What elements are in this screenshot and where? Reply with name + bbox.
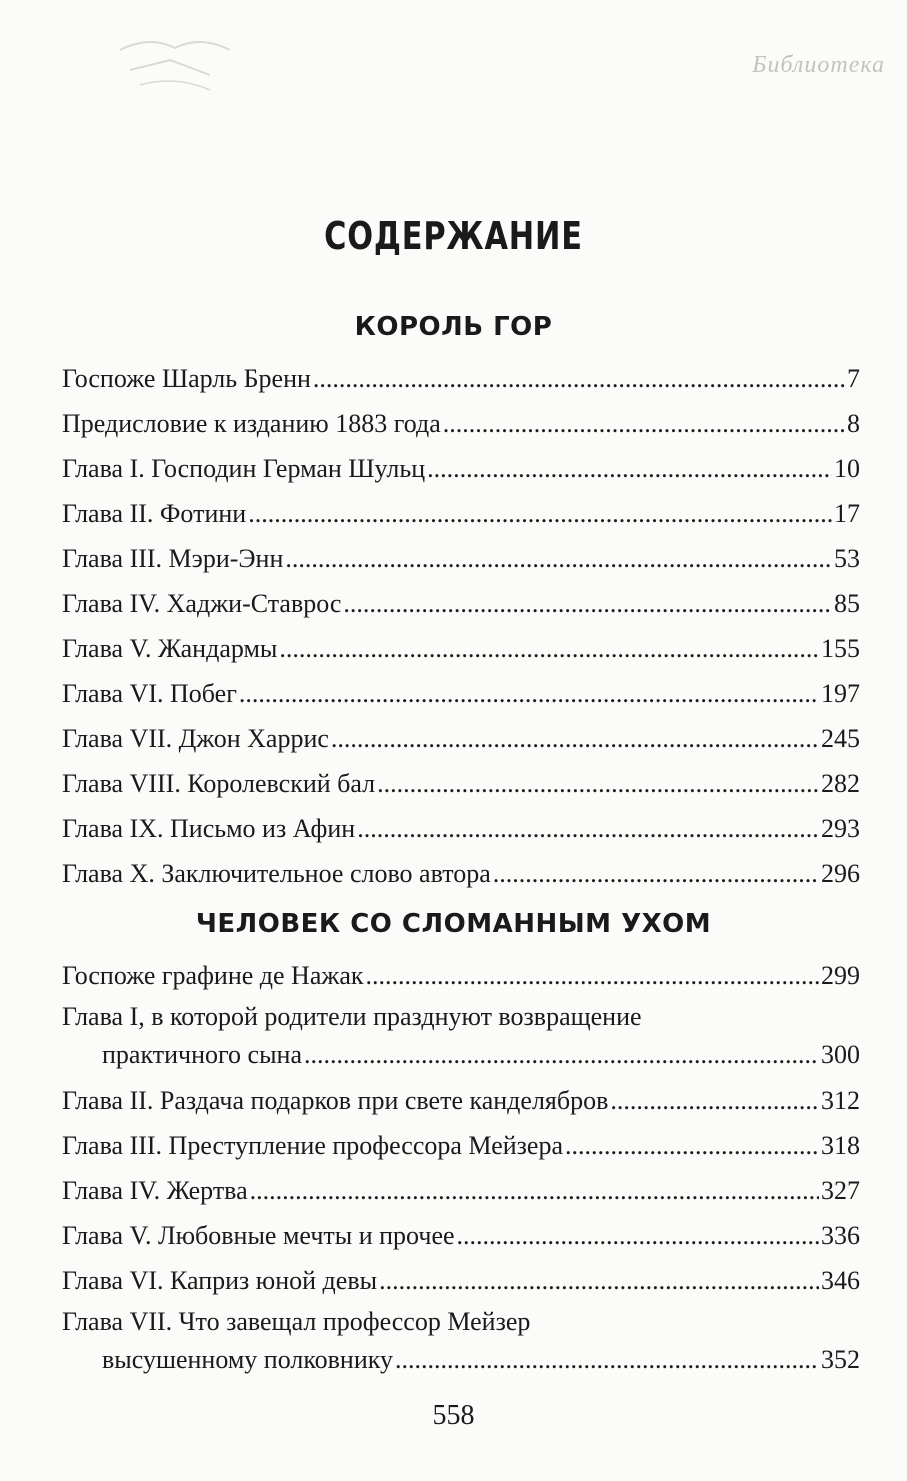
toc-entry-title: Госпоже Шарль Бренн bbox=[62, 364, 311, 393]
toc-entry-title: Глава V. Любовные мечты и прочее bbox=[62, 1221, 455, 1250]
toc-entry-title: Глава III. Преступление профессора Мейзера bbox=[62, 1131, 564, 1160]
toc-entry-title: Глава I. Господин Герман Шульц bbox=[62, 454, 426, 483]
toc-entry[interactable] bbox=[62, 1266, 860, 1296]
toc-entry[interactable] bbox=[62, 769, 860, 799]
toc-entry-first-line: Глава I, в которой родители празднуют возвращение bbox=[62, 1002, 642, 1031]
running-head: Библиотека bbox=[752, 52, 885, 78]
section-title-king-of-mountains: КОРОЛЬ ГОР bbox=[354, 312, 553, 342]
toc-entry-page: 327 bbox=[821, 1176, 860, 1205]
toc-entry-page: 312 bbox=[821, 1086, 860, 1115]
toc-entry[interactable] bbox=[62, 1131, 860, 1161]
toc-entry-page: 245 bbox=[821, 724, 860, 753]
toc-entry-page: 7 bbox=[847, 364, 860, 393]
toc-entry[interactable] bbox=[62, 679, 860, 709]
toc-entry-title: Глава VIII. Королевский бал bbox=[62, 769, 376, 798]
toc-entry[interactable] bbox=[62, 814, 860, 844]
leader-dots bbox=[304, 1040, 819, 1070]
toc-entry-title: Глава III. Мэри-Энн bbox=[62, 544, 284, 573]
toc-entry-page: 8 bbox=[847, 409, 860, 438]
toc-entry-title: Глава VI. Побег bbox=[62, 679, 237, 708]
leader-dots bbox=[279, 634, 819, 664]
toc-entry-page: 296 bbox=[821, 859, 860, 888]
leader-dots bbox=[239, 679, 819, 709]
toc-entry-title: Глава X. Заключительное слово автора bbox=[62, 859, 491, 888]
toc-entry[interactable] bbox=[62, 544, 860, 574]
leader-dots bbox=[285, 544, 832, 574]
leader-dots bbox=[343, 589, 832, 619]
toc-entry-title: Глава IV. Хаджи-Ставрос bbox=[62, 589, 342, 618]
toc-entry-title: Глава II. Раздача подарков при свете канделябров bbox=[62, 1086, 609, 1115]
toc-entry[interactable] bbox=[62, 364, 860, 394]
leader-dots bbox=[250, 1176, 819, 1206]
toc-entry-page: 282 bbox=[821, 769, 860, 798]
leader-dots bbox=[357, 814, 819, 844]
toc-entry-page: 352 bbox=[821, 1345, 860, 1374]
toc-entry[interactable] bbox=[62, 1221, 860, 1251]
toc-entry-page: 155 bbox=[821, 634, 860, 663]
page-number: 558 bbox=[432, 1400, 475, 1431]
toc-entry[interactable] bbox=[62, 454, 860, 484]
toc-entry-page: 197 bbox=[821, 679, 860, 708]
leader-dots bbox=[443, 409, 845, 439]
toc-entry[interactable] bbox=[62, 724, 860, 754]
toc-entry-page: 293 bbox=[821, 814, 860, 843]
toc-entry-title: Глава IX. Письмо из Афин bbox=[62, 814, 356, 843]
toc-entry-title: Глава V. Жандармы bbox=[62, 634, 278, 663]
toc-entry-page: 336 bbox=[821, 1221, 860, 1250]
toc-entry-page: 346 bbox=[821, 1266, 860, 1295]
toc-entry-page: 300 bbox=[821, 1040, 860, 1069]
leader-dots bbox=[565, 1131, 819, 1161]
toc-entry-title: практичного сына bbox=[102, 1040, 302, 1069]
leader-dots bbox=[366, 961, 819, 991]
decorative-ornament bbox=[110, 30, 240, 100]
toc-entry[interactable] bbox=[62, 499, 860, 529]
toc-entry-page: 299 bbox=[821, 961, 860, 990]
toc-entry[interactable] bbox=[62, 1176, 860, 1206]
section-title-man-with-broken-ear: ЧЕЛОВЕК СО СЛОМАННЫМ УХОМ bbox=[195, 909, 712, 939]
toc-entry-title: Глава IV. Жертва bbox=[62, 1176, 248, 1205]
toc-entry[interactable] bbox=[62, 961, 860, 991]
leader-dots bbox=[377, 769, 819, 799]
toc-entry[interactable] bbox=[62, 634, 860, 664]
toc-entry-title: высушенному полковнику bbox=[102, 1345, 394, 1374]
toc-entry[interactable] bbox=[102, 1040, 860, 1070]
leader-dots bbox=[457, 1221, 819, 1251]
toc-entry-page: 318 bbox=[821, 1131, 860, 1160]
toc-entry-first-line: Глава VII. Что завещал профессор Мейзер bbox=[62, 1307, 531, 1336]
toc-entry-title: Глава II. Фотини bbox=[62, 499, 247, 528]
toc-entry[interactable] bbox=[62, 409, 860, 439]
leader-dots bbox=[395, 1345, 819, 1375]
page-title: СОДЕРЖАНИЕ bbox=[324, 214, 583, 258]
toc-entry-page: 53 bbox=[834, 544, 860, 573]
toc-entry-title: Глава VI. Каприз юной девы bbox=[62, 1266, 378, 1295]
leader-dots bbox=[248, 499, 832, 529]
toc-entry[interactable] bbox=[62, 859, 860, 889]
leader-dots bbox=[493, 859, 819, 889]
toc-entry-title: Предисловие к изданию 1883 года bbox=[62, 409, 441, 438]
leader-dots bbox=[313, 364, 845, 394]
toc-entry-title: Глава VII. Джон Харрис bbox=[62, 724, 329, 753]
leader-dots bbox=[427, 454, 832, 484]
leader-dots bbox=[331, 724, 819, 754]
toc-entry-title: Госпоже графине де Нажак bbox=[62, 961, 364, 990]
leader-dots bbox=[379, 1266, 819, 1296]
toc-entry[interactable] bbox=[62, 589, 860, 619]
toc-entry-page: 10 bbox=[834, 454, 860, 483]
toc-entry[interactable] bbox=[102, 1345, 860, 1375]
toc-entry[interactable] bbox=[62, 1086, 860, 1116]
toc-entry-page: 17 bbox=[834, 499, 860, 528]
toc-entry-page: 85 bbox=[834, 589, 860, 618]
leader-dots bbox=[610, 1086, 819, 1116]
